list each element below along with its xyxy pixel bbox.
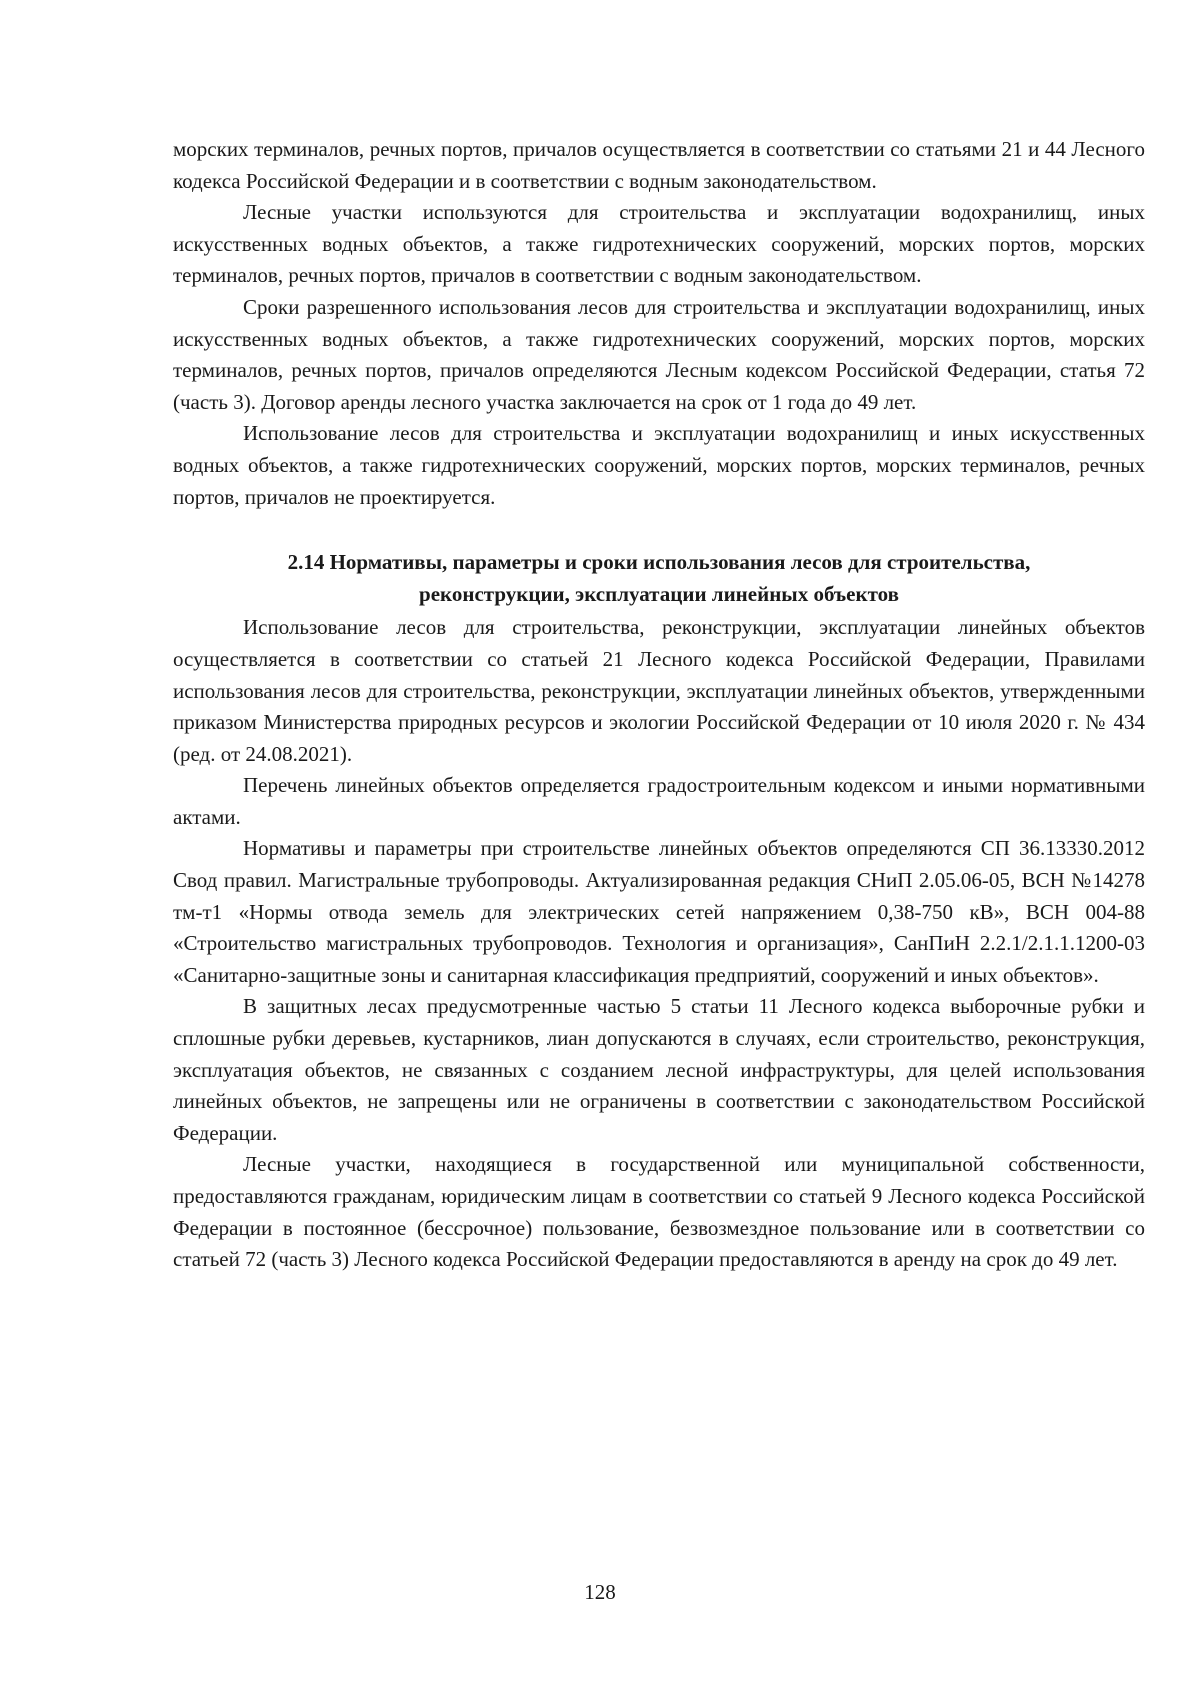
section-heading-line-2: реконструкции, эксплуатации линейных объектов	[419, 581, 899, 606]
paragraph-land-plots-use: Лесные участки используются для строительства и эксплуатации водохранилищ, иных искусственных водных объектов, а также гидротехнических сооружений, морских портов, морских терминалов, речных портов, причалов в соответствии с водным законодательством.	[173, 200, 1145, 288]
page-number: 128	[584, 1580, 616, 1604]
paragraph-land-plots-provision: Лесные участки, находящиеся в государственной или муниципальной собственности, предоставляются гражданам, юридическим лицам в соответствии со статьей 9 Лесного кодекса Российской Федерации в постоянное (бессрочное) пользование, безвозмездное пользование или в соответствии со статьей 72 (часть 3) Лесного кодекса Российской Федерации предоставляются в аренду на срок до 49 лет.	[173, 1152, 1145, 1272]
paragraph-linear-objects-use: Использование лесов для строительства, реконструкции, эксплуатации линейных объектов осуществляется в соответствии со статьей 21 Лесного кодекса Российской Федерации, Правилами использования лесов для строительства, реконструкции, эксплуатации линейных объектов, утвержденными приказом Министерства природных ресурсов и экологии Российской Федерации от 10 июля 2020 г. № 434 (ред. от 24.08.2021).	[173, 615, 1145, 766]
paragraph-norms-parameters: Нормативы и параметры при строительстве линейных объектов определяются СП 36.13330.2012 Свод правил. Магистральные трубопроводы. Актуализированная редакция СНиП 2.05.06-05, ВСН №14278 тм-т1 «Нормы отвода земель для электрических сетей напряжением 0,38-750 кВ», ВСН 004-88 «Строительство магистральных трубопроводов. Технология и организация», СанПиН 2.2.1/2.1.1.1200-03 «Санитарно-защитные зоны и санитарная классификация предприятий, сооружений и иных объектов».	[173, 836, 1145, 987]
paragraph-terms-of-use: Сроки разрешенного использования лесов для строительства и эксплуатации водохранилищ, иных искусственных водных объектов, а также гидротехнических сооружений, морских портов, морских терминалов, речных портов, причалов определяются Лесным кодексом Российской Федерации, статья 72 (часть 3). Договор аренды лесного участка заключается на срок от 1 года до 49 лет.	[173, 294, 1145, 414]
paragraph-protective-forests: В защитных лесах предусмотренные частью 5 статьи 11 Лесного кодекса выборочные рубки и сплошные рубки деревьев, кустарников, лиан допускаются в случаях, если строительство, реконструкция, эксплуатация объектов, не связанных с созданием лесной инфраструктуры, для целей использования линейных объектов, не запрещены или не ограничены в соответствии с законодательством Российской Федерации.	[173, 994, 1145, 1145]
paragraph-not-projected: Использование лесов для строительства и эксплуатации водохранилищ и иных искусственных водных объектов, а также гидротехнических сооружений, морских портов, морских терминалов, речных портов, причалов не проектируется.	[173, 421, 1145, 509]
section-heading-line-1: 2.14 Нормативы, параметры и сроки использования лесов для строительства,	[287, 550, 1031, 575]
section-heading	[173, 547, 1145, 610]
document-body	[173, 134, 1145, 1276]
paragraph-continuation: морских терминалов, речных портов, причалов осуществляется в соответствии со статьями 21 и 44 Лесного кодекса Российской Федерации и в соответствии с водным законодательством.	[173, 137, 1145, 193]
paragraph-linear-objects-list: Перечень линейных объектов определяется градостроительным кодексом и иными нормативными актами.	[173, 773, 1145, 829]
